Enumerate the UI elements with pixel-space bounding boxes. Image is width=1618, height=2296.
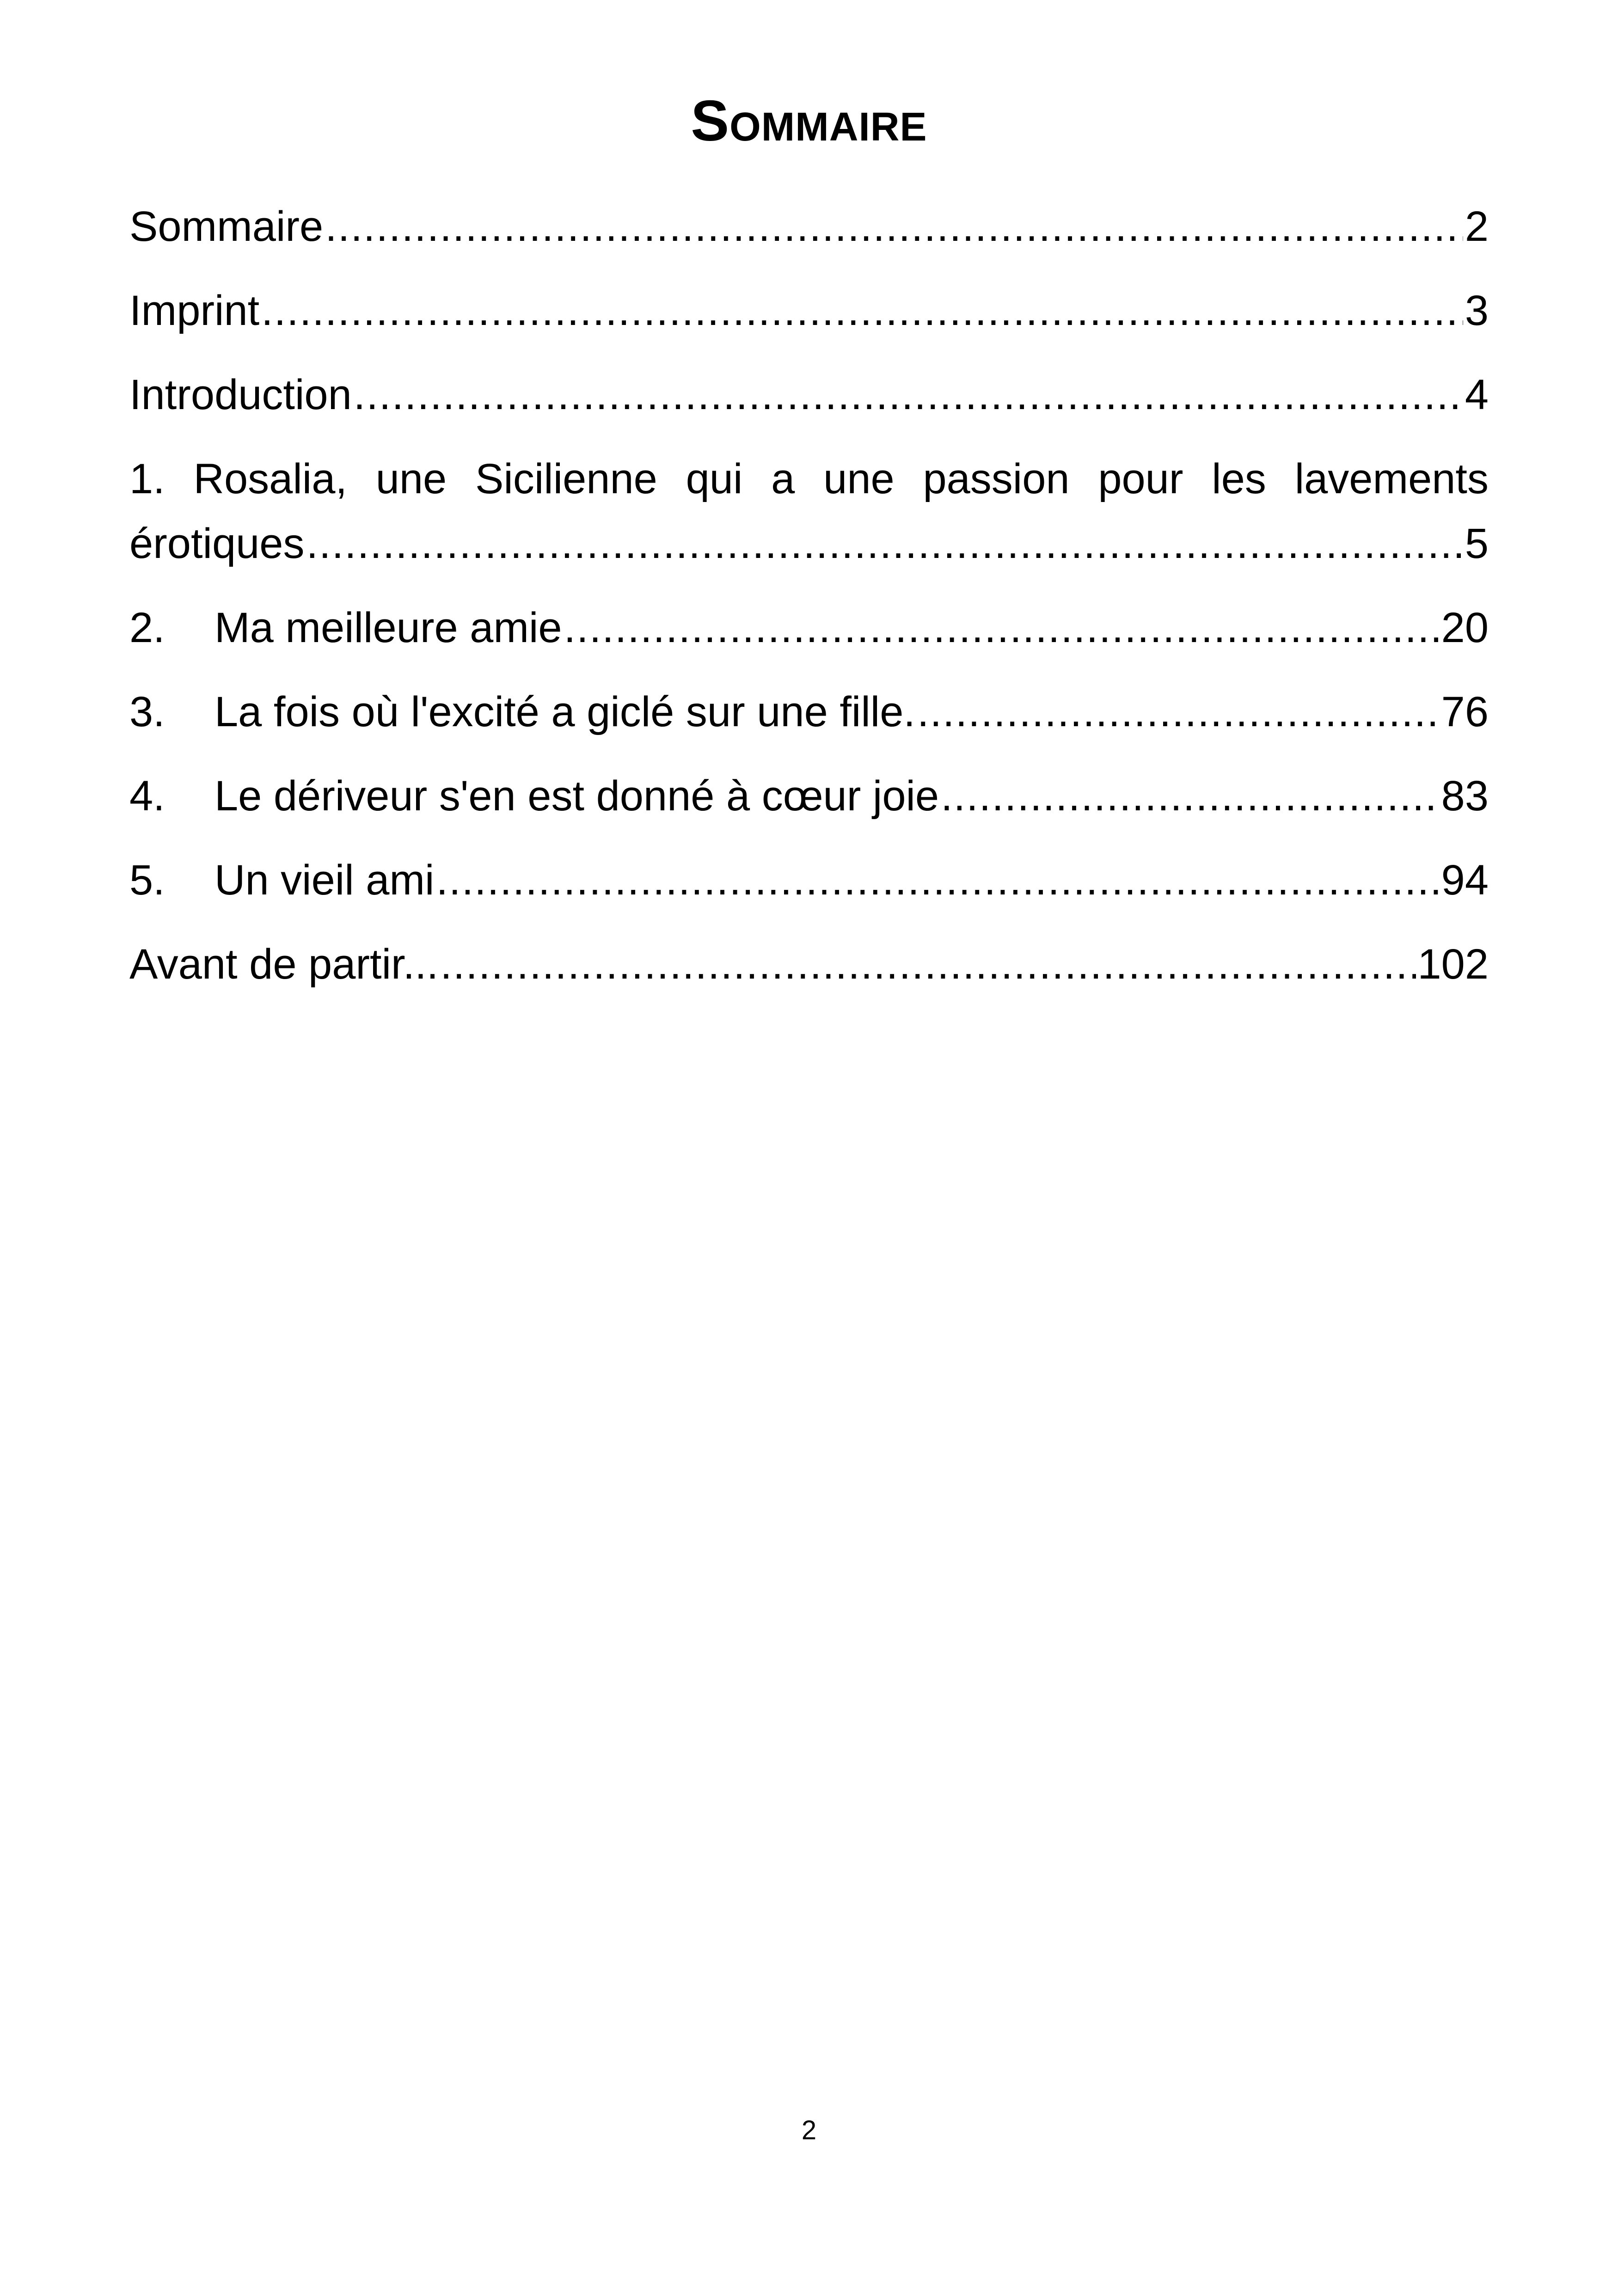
- toc-entry-first-line: [129, 447, 1489, 511]
- toc-entry-page: 94: [1441, 857, 1489, 904]
- toc-entry-page: 20: [1441, 604, 1489, 651]
- toc-leader-dots: [917, 680, 1440, 744]
- toc-entry-page: 76: [1441, 688, 1489, 735]
- toc-leader-dots: [306, 511, 1463, 576]
- toc-leader-dots: [440, 932, 1416, 997]
- toc-leader-dots: [354, 362, 1463, 427]
- toc-entry-chapter-3[interactable]: [129, 680, 1489, 744]
- toc-entry-chapter-1[interactable]: [129, 447, 1489, 576]
- toc-entry-avant-de-partir[interactable]: [129, 932, 1489, 997]
- toc-entry-page: 102: [1417, 941, 1489, 988]
- toc-entry-text: Ma meilleure amie: [215, 604, 562, 651]
- toc-entry-page: 83: [1441, 772, 1489, 820]
- toc-entry-number: 4.: [129, 772, 165, 820]
- toc-leader-dots: [941, 764, 1440, 828]
- toc-entry-introduction[interactable]: [129, 362, 1489, 427]
- toc-entry-number: 5.: [129, 857, 165, 904]
- toc-entry-text: Sommaire: [129, 203, 324, 250]
- toc-leader-dots: [325, 194, 1463, 259]
- toc-entry-page: 4: [1465, 371, 1489, 418]
- toc-entry-text: Introduction: [129, 371, 352, 418]
- toc-entry-chapter-4[interactable]: [129, 764, 1489, 828]
- table-of-contents: [129, 194, 1489, 1016]
- toc-entry-text: La fois où l'excité a giclé sur une fille.: [215, 688, 915, 735]
- toc-leader-dots: [564, 595, 1440, 660]
- toc-entry-text: Imprint: [129, 287, 260, 334]
- page-number: 2: [801, 2115, 817, 2145]
- toc-entry-text-continued: érotiques: [129, 520, 305, 567]
- page-title: Sommaire: [691, 89, 927, 153]
- toc-entry-chapter-5[interactable]: [129, 848, 1489, 912]
- toc-leader-dots: [436, 848, 1439, 912]
- toc-entry-text: Un vieil ami: [215, 857, 435, 904]
- toc-entry-number: 2.: [129, 604, 165, 651]
- toc-entry-chapter-2[interactable]: [129, 595, 1489, 660]
- toc-entry-page: 3: [1465, 287, 1489, 334]
- toc-entry-page: 5: [1465, 520, 1489, 567]
- toc-entry-sommaire[interactable]: [129, 194, 1489, 259]
- toc-entry-page: 2: [1465, 203, 1489, 250]
- toc-entry-number: 1.: [129, 455, 165, 502]
- toc-entry-imprint[interactable]: [129, 278, 1489, 343]
- toc-leader-dots: [261, 278, 1463, 343]
- toc-entry-number: 3.: [129, 688, 165, 735]
- toc-entry-text: Le dériveur s'en est donné à cœur joie: [215, 772, 939, 820]
- toc-entry-text: Rosalia, une Sicilienne qui a une passion pour les lavements: [193, 455, 1489, 502]
- toc-entry-text: Avant de partir...: [129, 941, 439, 988]
